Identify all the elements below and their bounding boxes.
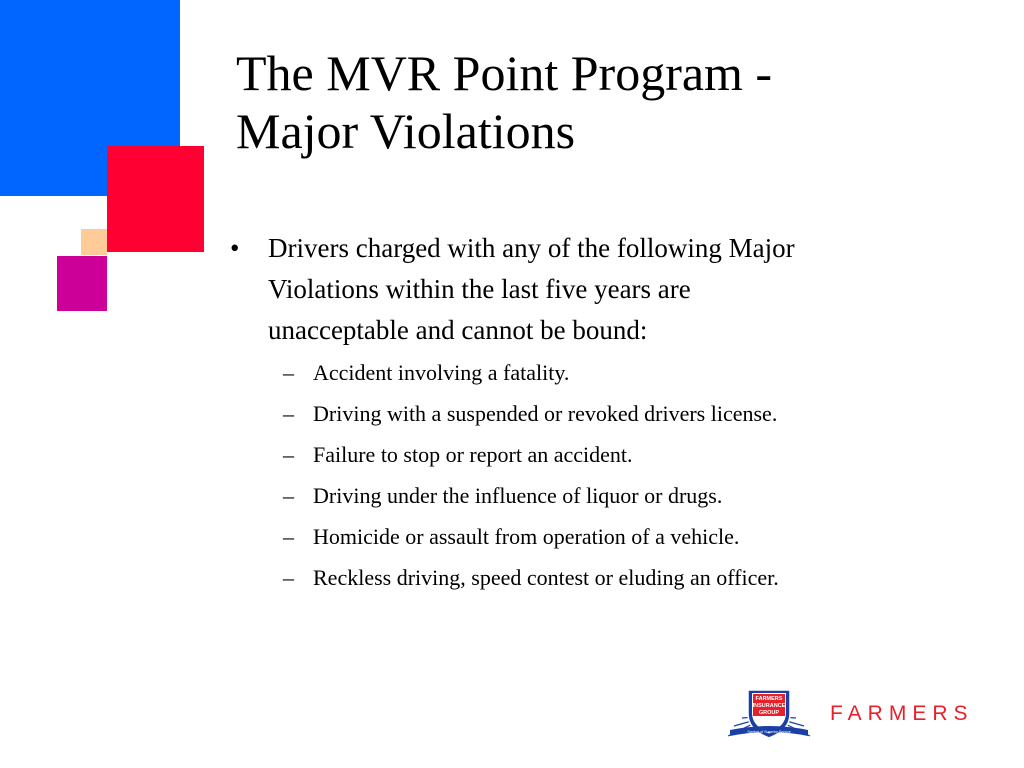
main-bullet-line-1: Drivers charged with any of the following Major xyxy=(268,233,795,263)
violations-list xyxy=(283,354,983,600)
main-bullet-line-2: Violations within the last five years are xyxy=(268,274,691,304)
emblem-banner-text: Symbol of Superior Service xyxy=(747,730,791,734)
violation-text: Accident involving a fatality. xyxy=(313,360,570,385)
emblem-line-1: FARMERS xyxy=(755,696,783,702)
violation-item xyxy=(283,477,983,518)
bullet-marker: • xyxy=(230,233,240,263)
emblem-line-3: GROUP xyxy=(758,710,780,716)
violation-item xyxy=(283,354,983,395)
violation-item xyxy=(283,518,983,559)
violation-text: Driving under the influence of liquor or drugs. xyxy=(313,483,723,508)
violation-item xyxy=(283,559,983,600)
violation-item xyxy=(283,395,983,436)
violation-text: Failure to stop or report an accident. xyxy=(313,442,633,467)
main-bullet xyxy=(230,228,950,351)
slide-title-line-1: The MVR Point Program - xyxy=(236,45,773,101)
red-square-decoration xyxy=(107,146,204,252)
brand-wordmark: FARMERS xyxy=(830,702,974,725)
slide-title xyxy=(236,44,996,160)
magenta-square-decoration xyxy=(57,256,107,311)
violation-text: Driving with a suspended or revoked drivers license. xyxy=(313,401,778,426)
peach-square-decoration xyxy=(81,229,107,255)
violation-text: Reckless driving, speed contest or eluding an officer. xyxy=(313,565,779,590)
dash-marker: – xyxy=(283,565,294,590)
dash-marker: – xyxy=(283,524,294,549)
main-bullet-line-3: unacceptable and cannot be bound: xyxy=(268,315,648,345)
dash-marker: – xyxy=(283,483,294,508)
emblem-line-2: INSURANCE xyxy=(752,703,786,709)
slide-title-line-2: Major Violations xyxy=(236,103,576,159)
dash-marker: – xyxy=(283,442,294,467)
violation-item xyxy=(283,436,983,477)
dash-marker: – xyxy=(283,401,294,426)
farmers-shield-logo-icon xyxy=(724,686,814,742)
violation-text: Homicide or assault from operation of a vehicle. xyxy=(313,524,740,549)
dash-marker: – xyxy=(283,360,294,385)
farmers-logo xyxy=(724,686,994,742)
